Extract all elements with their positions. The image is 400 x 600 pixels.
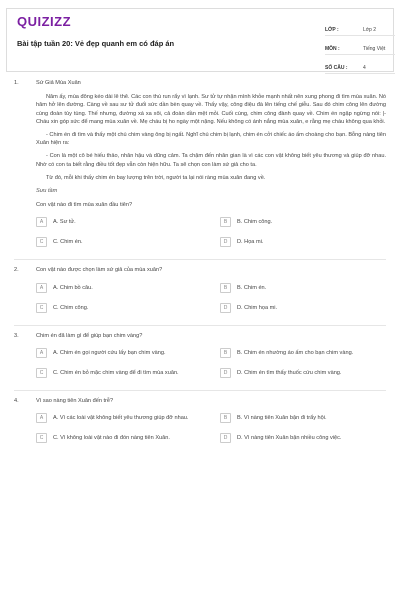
question-options [14, 348, 386, 378]
meta-row-count [325, 57, 395, 74]
option-letter: D [220, 303, 231, 313]
quizizz-logo: QUIZIZZ [17, 14, 72, 29]
option-a[interactable] [36, 413, 220, 423]
passage-paragraph: - Chim én đi tìm và thấy một chú chim vàng ông bị ngất. Nghĩ chú chim bị lạnh, chim én cởi chiếc áo ấm choàng cho bạn. Bỗng nàng tiên Xuân hiện ra: [36, 132, 386, 147]
option-c[interactable] [36, 237, 220, 247]
option-letter: B [220, 283, 231, 293]
option-letter: A [36, 348, 47, 358]
option-d[interactable] [220, 303, 400, 313]
passage-title: Sứ Giả Mùa Xuân [36, 80, 81, 86]
option-letter: B [220, 348, 231, 358]
question-header [14, 397, 386, 405]
passage-paragraph: Năm ấy, mùa đông kéo dài lê thê. Các con thú run rẩy vì lạnh. Sư tử tự nhận mình khỏe mạnh nhất nên xung phong đi tìm mùa xuân. Nó hăm hở lên đường. Càng về sau sư tử đuối sức dần bèn quay về. Thấy vậy, công điệu đà lên tiếng chế giễu. Sau đó chim công lên đường cùng đoàn tùy tùng. Thế nhưng, đường xá xa xôi, cả đoàn dần mệt mỏi. Cuối cùng, chim công đành quay về. Chim én ngập ngừng nói: |-Cháu xin góp sức để mang mùa xuân về. Mẹ cháu bị ho ngày một nặng. Nếu không có ánh nắng mùa xuân, e rằng mẹ cháu không qua khỏi. [36, 94, 386, 125]
option-text: A. Vì các loài vật không biết yêu thương giúp đỡ nhau. [53, 414, 189, 421]
option-c[interactable] [36, 368, 220, 378]
meta-key: SỐ CÂU : [325, 65, 348, 71]
option-text: D. Chim họa mi. [237, 304, 278, 311]
question-options [14, 217, 386, 247]
passage-paragraph: Từ đó, mỗi khi thấy chim én bay lượng trên trời, người ta lại nói ràng mùa xuân đang về. [46, 174, 266, 181]
worksheet-title: Bài tập tuần 20: Vẻ đẹp quanh em có đáp án [17, 39, 175, 48]
worksheet-content [14, 79, 386, 443]
question-text: Con vật nào đi tìm mùa xuân đầu tiên? [36, 202, 133, 209]
meta-row-grade [325, 19, 395, 36]
option-d[interactable] [220, 433, 400, 443]
option-letter: B [220, 217, 231, 227]
option-letter: C [36, 368, 47, 378]
option-letter: A [36, 413, 47, 423]
option-letter: A [36, 217, 47, 227]
meta-table [325, 19, 395, 76]
option-text: B. Chim én nhường áo ấm cho bạn chim vàng. [237, 349, 354, 356]
question-text: Vì sao nàng tiên Xuân đến trễ? [36, 397, 114, 404]
meta-key: MÔN : [325, 46, 340, 52]
question-divider [14, 325, 386, 326]
option-letter: A [36, 283, 47, 293]
option-letter: D [220, 237, 231, 247]
passage-header [14, 79, 386, 87]
question-options [14, 413, 386, 443]
option-text: B. Chim én. [237, 284, 267, 291]
option-letter: B [220, 413, 231, 423]
option-text: A. Sư tử. [53, 219, 76, 226]
option-text: B. Chim công. [237, 219, 273, 226]
option-b[interactable] [220, 217, 400, 227]
question-divider [14, 259, 386, 260]
option-text: C. Chim công. [53, 304, 89, 311]
worksheet-header [6, 8, 394, 72]
option-b[interactable] [220, 413, 400, 423]
option-a[interactable] [36, 283, 220, 293]
question-number: 4. [14, 397, 19, 404]
passage-source: Sưu tầm [36, 188, 58, 195]
option-letter: D [220, 368, 231, 378]
question-text: Con vật nào được chọn làm sứ giả của mùa xuân? [36, 267, 163, 274]
option-c[interactable] [36, 433, 220, 443]
question-header [14, 266, 386, 274]
option-text: D. Họa mi. [237, 239, 264, 246]
option-text: C. Vì không loài vật nào đi đón nàng tiên Xuân. [53, 434, 170, 441]
question-divider [14, 390, 386, 391]
option-letter: D [220, 433, 231, 443]
option-letter: C [36, 433, 47, 443]
meta-key: LỚP : [325, 27, 339, 33]
option-b[interactable] [220, 348, 400, 358]
option-text: A. Chim bồ câu. [53, 284, 93, 291]
option-a[interactable] [36, 217, 220, 227]
question-options [14, 283, 386, 313]
option-text: C. Chim én. [53, 239, 83, 246]
meta-value: Tiếng Việt [363, 46, 386, 52]
question-header [14, 332, 386, 340]
option-a[interactable] [36, 348, 220, 358]
option-letter: C [36, 237, 47, 247]
option-d[interactable] [220, 237, 400, 247]
passage-paragraph: - Con là một cô bé hiếu thảo, nhân hậu và dũng cảm. Ta chậm đến nhân gian là vì các con vật không biết yêu thương và giúp đỡ nhau. Nhờ có con ta biết rằng điều tốt đẹp vẫn còn hiện hữu. Ta sẽ chọn con làm sứ giả cho ta. [36, 153, 386, 168]
question-number: 1. [14, 80, 19, 86]
option-text: C. Chim én bỏ mặc chim vàng để đi tìm mùa xuân. [53, 369, 179, 376]
meta-row-subject [325, 38, 395, 55]
option-b[interactable] [220, 283, 400, 293]
option-text: D. Chim én tìm thấy thuốc cứu chim vàng. [237, 369, 342, 376]
option-c[interactable] [36, 303, 220, 313]
question-text: Chim én đã làm gì để giúp bạn chim vàng? [36, 332, 143, 339]
option-letter: C [36, 303, 47, 313]
option-text: B. Vì nàng tiên Xuân bận đi trẩy hội. [237, 414, 327, 421]
question-number: 3. [14, 332, 19, 339]
meta-value: 4 [363, 65, 366, 71]
option-d[interactable] [220, 368, 400, 378]
question-number: 2. [14, 267, 19, 274]
option-text: D. Vì nàng tiên Xuân bận nhiều công việc. [237, 434, 342, 441]
meta-value: Lớp 2 [363, 27, 377, 33]
option-text: A. Chim én gọi người cứu lấy bạn chim vàng. [53, 349, 166, 356]
